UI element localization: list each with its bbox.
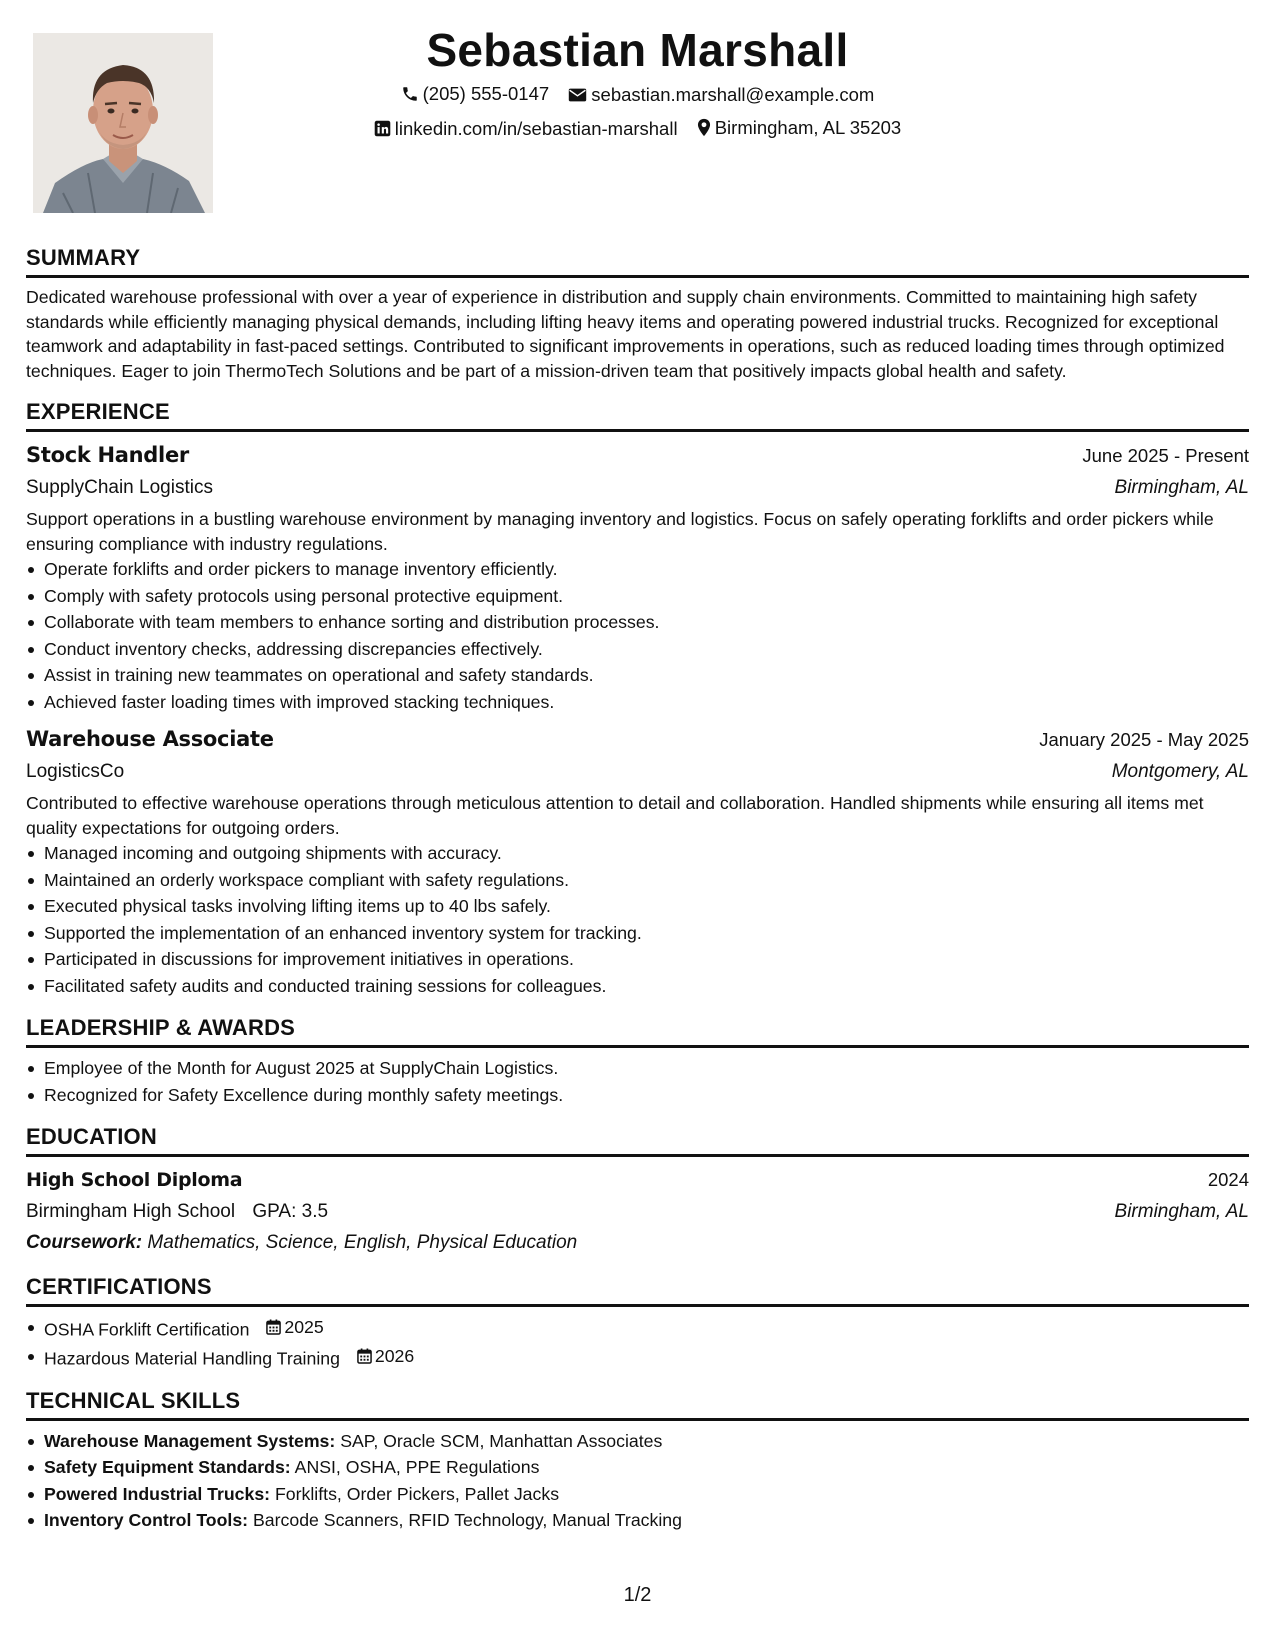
section-divider <box>26 1418 1249 1421</box>
contact-email[interactable] <box>568 79 874 110</box>
phone-icon <box>401 85 419 103</box>
list-item: Comply with safety protocols using personal protective equipment. <box>26 583 1249 610</box>
candidate-name: Sebastian Marshall <box>426 24 849 76</box>
job-dates: January 2025 - May 2025 <box>1039 729 1249 750</box>
job-description: Support operations in a bustling warehouse environment by managing inventory and logistics. Focus on safely operating forklifts and order pickers while ensuring compliance with industry regulations. <box>26 509 1214 554</box>
skill-values: ANSI, OSHA, PPE Regulations <box>294 1457 540 1477</box>
list-item <box>26 1481 1249 1508</box>
resume-header <box>230 22 1045 146</box>
job-company: SupplyChain Logistics <box>26 477 213 498</box>
page-number: 1/2 <box>623 1584 652 1606</box>
section-divider <box>26 429 1249 432</box>
list-item: Facilitated safety audits and conducted training sessions for colleagues. <box>26 973 1249 1000</box>
list-item: Assist in training new teammates on operational and safety standards. <box>26 662 1249 689</box>
section-title-education: EDUCATION <box>26 1124 157 1149</box>
certification-name: Hazardous Material Handling Training <box>44 1348 340 1368</box>
education-section <box>26 1122 1249 1258</box>
skill-values: Forklifts, Order Pickers, Pallet Jacks <box>275 1483 560 1504</box>
skills-list <box>26 1428 1249 1534</box>
calendar-icon <box>357 1348 372 1364</box>
certification-year: 2026 <box>374 1345 415 1366</box>
phone-number: (205) 555-0147 <box>422 83 550 104</box>
list-item: Collaborate with team members to enhance sorting and distribution processes. <box>26 609 1249 636</box>
coursework-label: Coursework: <box>26 1232 143 1253</box>
job-company: LogisticsCo <box>26 761 125 782</box>
leadership-section <box>26 1013 1249 1108</box>
list-item <box>26 1507 1249 1534</box>
gpa: GPA: 3.5 <box>252 1201 329 1222</box>
skill-values: Barcode Scanners, RFID Technology, Manual Tracking <box>252 1510 682 1530</box>
section-divider <box>26 1045 1249 1048</box>
list-item: Managed incoming and outgoing shipments with accuracy. <box>26 840 1249 867</box>
list-item <box>26 1314 1249 1343</box>
list-item: Supported the implementation of an enhanced inventory system for tracking. <box>26 920 1249 947</box>
list-item <box>26 1343 1249 1372</box>
skill-values: SAP, Oracle SCM, Manhattan Associates <box>340 1430 663 1451</box>
list-item: Executed physical tasks involving lifting items up to 40 lbs safely. <box>26 893 1249 920</box>
certification-year: 2025 <box>284 1317 324 1337</box>
list-item: Employee of the Month for August 2025 at SupplyChain Logistics. <box>26 1055 1249 1082</box>
location-text: Birmingham, AL 35203 <box>714 116 902 138</box>
job-location: Montgomery, AL <box>1111 761 1249 782</box>
contact-line-1 <box>230 78 1045 112</box>
certifications-list <box>26 1314 1249 1372</box>
job-title: Warehouse Associate <box>26 727 274 751</box>
email-address[interactable]: sebastian.marshall@example.com <box>591 84 875 105</box>
job-bullets <box>26 556 1249 715</box>
degree-title: High School Diploma <box>26 1169 243 1191</box>
envelope-icon <box>568 87 587 103</box>
section-title-leadership: LEADERSHIP & AWARDS <box>26 1015 296 1040</box>
section-title-skills: TECHNICAL SKILLS <box>26 1387 241 1413</box>
job-title: Stock Handler <box>26 443 189 467</box>
section-divider <box>26 1304 1249 1307</box>
coursework-list: Mathematics, Science, English, Physical Education <box>147 1232 578 1253</box>
list-item: Recognized for Safety Excellence during monthly safety meetings. <box>26 1082 1249 1109</box>
job-description: Contributed to effective warehouse operations through meticulous attention to detail and collaboration. Handled shipments while ensuring all items met quality expectations for outgoing orders. <box>26 793 1204 838</box>
linkedin-url[interactable]: linkedin.com/in/sebastian-marshall <box>394 117 678 139</box>
list-item: Participated in discussions for improvement initiatives in operations. <box>26 946 1249 973</box>
skill-category: Powered Industrial Trucks: <box>44 1483 271 1504</box>
job-bullets <box>26 840 1249 999</box>
section-title-summary: SUMMARY <box>26 245 141 270</box>
summary-section <box>26 243 1249 383</box>
skill-category: Inventory Control Tools: <box>44 1510 249 1530</box>
section-title-experience: EXPERIENCE <box>26 399 170 424</box>
contact-location <box>697 112 901 143</box>
contact-phone <box>401 78 550 109</box>
profile-photo-image <box>33 33 213 213</box>
section-divider <box>26 1154 1249 1157</box>
calendar-icon <box>266 1319 281 1335</box>
list-item <box>26 1428 1249 1455</box>
contact-linkedin[interactable] <box>374 113 678 144</box>
leadership-list <box>26 1055 1249 1108</box>
certification-name: OSHA Forklift Certification <box>44 1319 250 1340</box>
school-location: Birmingham, AL <box>1114 1201 1249 1222</box>
list-item: Operate forklifts and order pickers to manage inventory efficiently. <box>26 556 1249 583</box>
map-pin-icon <box>697 118 711 137</box>
list-item: Achieved faster loading times with improved stacking techniques. <box>26 689 1249 716</box>
job-entry <box>26 723 1249 999</box>
school-name: Birmingham High School <box>26 1201 236 1222</box>
certifications-section <box>26 1272 1249 1372</box>
summary-text: Dedicated warehouse professional with over a year of experience in distribution and supply chain environments. Committed to maintaining high safety standards while efficiently managing physical demands, including lifting heavy items and operating powered industrial trucks. Recognized for exceptional teamwork and adaptability in fast-paced settings. Contributed to significant improvements in operations, such as reduced loading times through optimized techniques. Eager to join ThermoTech Solutions and be part of a mission-driven team that positively impacts global health and safety. <box>26 287 1225 381</box>
profile-photo <box>33 33 213 213</box>
linkedin-icon <box>374 120 391 137</box>
job-location: Birmingham, AL <box>1114 477 1249 498</box>
list-item: Conduct inventory checks, addressing discrepancies effectively. <box>26 636 1249 663</box>
coursework <box>26 1228 1249 1258</box>
graduation-year: 2024 <box>1207 1169 1249 1190</box>
experience-section <box>26 397 1249 999</box>
skill-category: Warehouse Management Systems: <box>44 1430 336 1451</box>
skill-category: Safety Equipment Standards: <box>44 1457 291 1477</box>
list-item <box>26 1454 1249 1481</box>
section-title-certifications: CERTIFICATIONS <box>26 1274 212 1299</box>
list-item: Maintained an orderly workspace compliant with safety regulations. <box>26 867 1249 894</box>
job-entry <box>26 439 1249 715</box>
contact-line-2 <box>230 112 1045 146</box>
job-dates: June 2025 - Present <box>1082 445 1249 466</box>
section-divider <box>26 275 1249 278</box>
resume-body <box>26 243 1249 1534</box>
skills-section <box>26 1386 1249 1534</box>
